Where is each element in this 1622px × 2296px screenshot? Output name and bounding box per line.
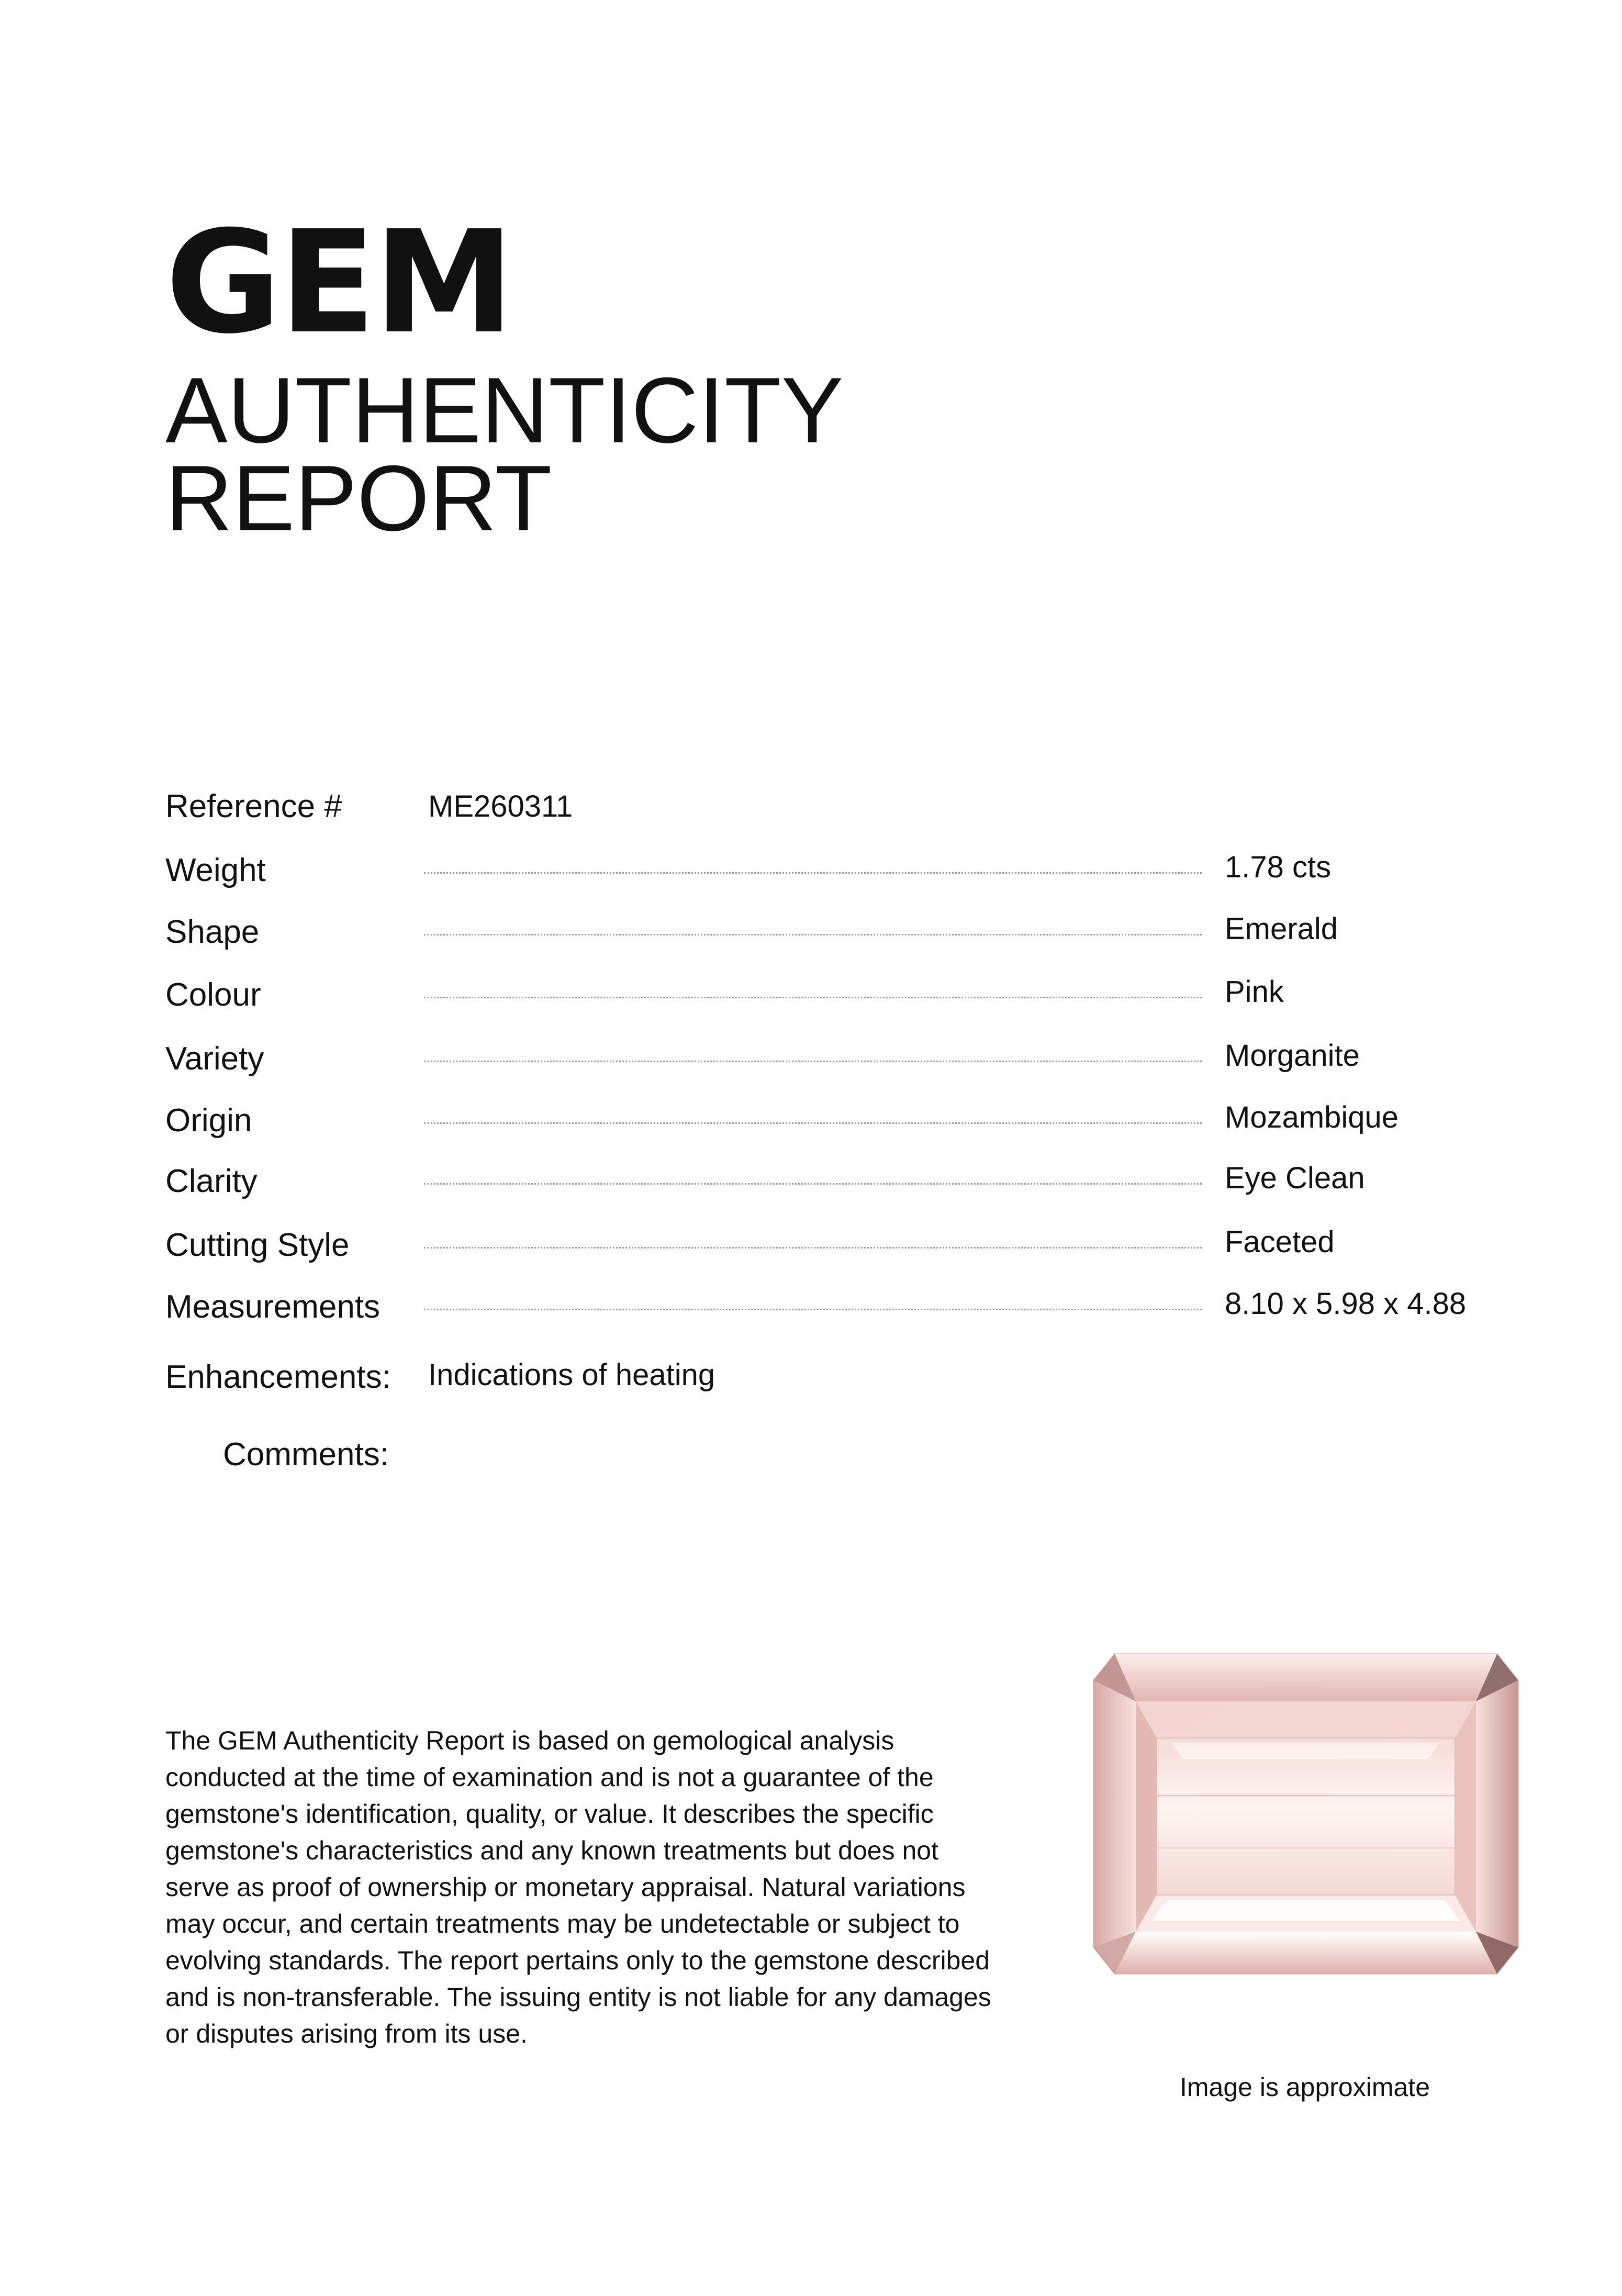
comments-label: Comments:: [223, 1436, 389, 1473]
spec-label: Weight: [165, 852, 266, 888]
spec-label: Clarity: [165, 1163, 258, 1199]
reference-label: Reference #: [165, 788, 342, 824]
spec-value: Mozambique: [1225, 1100, 1399, 1134]
spec-row-clarity: [0, 1161, 1622, 1212]
spec-label: Cutting Style: [165, 1227, 350, 1263]
spec-row-measurements: [0, 1287, 1622, 1338]
spec-row-colour: [0, 975, 1622, 1026]
dotted-leader: [424, 997, 1202, 998]
dotted-leader: [424, 872, 1202, 874]
gem-table: [1157, 1738, 1455, 1895]
spec-value: Faceted: [1225, 1225, 1335, 1259]
dotted-leader: [424, 1309, 1202, 1310]
report-subtitle: [165, 358, 844, 550]
gem-facet-bottom: [1115, 1932, 1497, 1974]
gem-highlight: [1172, 1743, 1439, 1759]
dotted-leader: [424, 1183, 1202, 1185]
dotted-leader: [424, 1122, 1202, 1124]
spec-value: Morganite: [1225, 1039, 1360, 1073]
spec-value: 8.10 x 5.98 x 4.88: [1225, 1287, 1467, 1321]
spec-label: Variety: [165, 1041, 264, 1077]
spec-label: Shape: [165, 914, 260, 950]
spec-label: Colour: [165, 977, 261, 1013]
reference-value: ME260311: [428, 789, 573, 823]
gem-step-facet: [1136, 1701, 1476, 1738]
spec-value: Emerald: [1225, 912, 1338, 946]
dotted-leader: [424, 934, 1202, 935]
report-title: GEM: [165, 200, 512, 365]
gem-step-facet: [1455, 1701, 1476, 1932]
enhancements-value: Indications of heating: [428, 1358, 715, 1392]
spec-label: Origin: [165, 1102, 252, 1139]
report-subtitle-line2: REPORT: [165, 446, 552, 550]
disclaimer-text: The GEM Authenticity Report is based on gemological analysis conducted at the time of examination and is not a guarantee of the gemstone's identification, quality, or value. It describes the specific gemstone's characteristics and any known treatments but does not serve as proof of ownership or monetary appraisal. Natural variations may occur, and certain treatments may be undetectable or subject to evolving standards. The report pertains only to the gemstone described and is non-transferable. The issuing entity is not liable for any damages or disputes arising from its use.: [165, 1726, 991, 2048]
report-subtitle-line1: AUTHENTICITY: [165, 358, 844, 462]
enhancements-label: Enhancements:: [165, 1359, 391, 1395]
dotted-leader: [424, 1061, 1202, 1062]
spec-row-shape: [0, 912, 1622, 963]
gem-step-facet: [1136, 1701, 1157, 1932]
spec-row-weight: [0, 850, 1622, 901]
spec-value: 1.78 cts: [1225, 850, 1332, 884]
spec-row-origin: [0, 1100, 1622, 1152]
image-caption: Image is approximate: [1180, 2072, 1430, 2102]
gem-facet-left: [1094, 1680, 1136, 1947]
spec-label: Measurements: [165, 1289, 381, 1325]
dotted-leader: [424, 1247, 1202, 1249]
emerald-cut-gemstone-icon: [1078, 1639, 1534, 2000]
spec-row-variety: [0, 1039, 1622, 1090]
spec-value: Eye Clean: [1225, 1161, 1365, 1195]
gem-facet-right: [1476, 1680, 1518, 1947]
spec-value: Pink: [1225, 975, 1284, 1009]
spec-row-cutting-style: [0, 1225, 1622, 1276]
gem-highlight: [1151, 1900, 1460, 1921]
gem-facet-top: [1115, 1654, 1497, 1701]
